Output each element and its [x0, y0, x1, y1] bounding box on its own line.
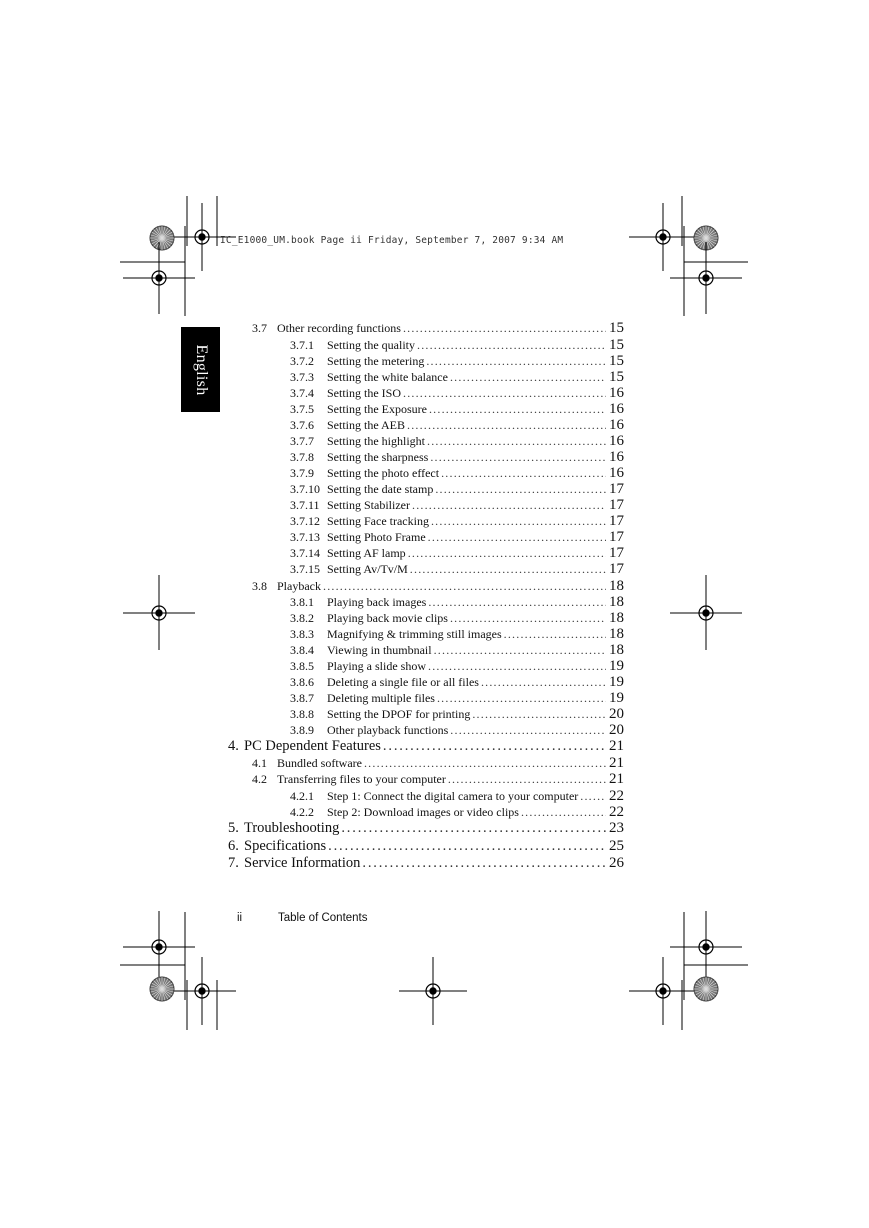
toc-entry-title: Setting the DPOF for printing [327, 707, 471, 721]
toc-entry-number: 4.1 [252, 756, 267, 770]
toc-leader [435, 482, 606, 497]
toc-entry-number: 3.7.15 [290, 562, 320, 576]
toc-leader [437, 691, 606, 706]
toc-entry-number: 4.2 [252, 772, 267, 786]
toc-entry-page: 15 [609, 369, 624, 385]
toc-entry-number: 3.7.10 [290, 482, 320, 496]
toc-entry[interactable] [290, 804, 624, 821]
toc-entry-number: 3.8.1 [290, 595, 314, 609]
toc-entry-title: Service Information [244, 855, 361, 871]
toc-entry-title: Setting the white balance [327, 370, 448, 384]
toc-entry-title: Setting the quality [327, 338, 415, 352]
toc-entry-page: 18 [609, 642, 624, 658]
toc-entry[interactable] [290, 497, 624, 514]
toc-entry-page: 21 [609, 755, 624, 771]
toc-leader [434, 643, 606, 658]
toc-entry-title: Playing back images [327, 595, 427, 609]
toc-entry-title: Magnifying & trimming still images [327, 627, 502, 641]
toc-entry-number: 3.7.3 [290, 370, 314, 384]
toc-entry-number: 3.7.6 [290, 418, 314, 432]
toc-entry-title: Troubleshooting [244, 820, 340, 836]
toc-entry-number: 3.7.8 [290, 450, 314, 464]
toc-entry[interactable] [290, 529, 624, 546]
toc-leader [362, 855, 606, 872]
toc-leader [481, 675, 606, 690]
toc-leader [403, 386, 606, 401]
print-info-header: IC_E1000_UM.book Page ii Friday, September 7, 2007 9:34 AM [220, 235, 564, 246]
toc-entry-number: 3.8.7 [290, 691, 314, 705]
toc-leader [428, 659, 606, 674]
toc-entry-title: Setting the date stamp [327, 482, 434, 496]
toc-entry[interactable] [290, 481, 624, 498]
toc-entry-page: 21 [609, 738, 624, 754]
toc-entry-page: 17 [609, 529, 624, 545]
toc-entry-page: 17 [609, 497, 624, 513]
toc-entry-title: Setting Face tracking [327, 514, 429, 528]
toc-entry-number: 4. [228, 738, 239, 754]
toc-entry-page: 15 [609, 320, 624, 336]
toc-entry[interactable] [290, 594, 624, 611]
toc-entry-page: 21 [609, 771, 624, 787]
toc-entry-number: 3.7.9 [290, 466, 314, 480]
toc-entry-title: Deleting multiple files [327, 691, 435, 705]
starburst-mark-icon [150, 226, 174, 250]
toc-entry[interactable] [290, 674, 624, 691]
toc-entry-title: Specifications [244, 838, 327, 854]
toc-entry-page: 26 [609, 855, 624, 871]
toc-entry-title: Setting the metering [327, 354, 425, 368]
toc-entry-number: 3.7.13 [290, 530, 320, 544]
toc-entry-page: 15 [609, 337, 624, 353]
toc-entry-title: Playing back movie clips [327, 611, 448, 625]
starburst-mark-icon [694, 977, 718, 1001]
toc-leader [428, 595, 606, 610]
toc-leader [431, 514, 606, 529]
toc-leader [450, 723, 606, 738]
toc-entry[interactable] [290, 385, 624, 402]
toc-entry-page: 16 [609, 433, 624, 449]
toc-entry-number: 3.7.12 [290, 514, 320, 528]
toc-entry-page: 17 [609, 561, 624, 577]
toc-entry-title: Setting Stabilizer [327, 498, 410, 512]
toc-entry-page: 20 [609, 706, 624, 722]
toc-entry[interactable] [290, 401, 624, 418]
toc-entry-title: Setting the photo effect [327, 466, 440, 480]
toc-entry-page: 15 [609, 353, 624, 369]
toc-entry-title: Viewing in thumbnail [327, 643, 432, 657]
toc-leader [441, 466, 606, 481]
toc-entry[interactable] [290, 433, 624, 450]
toc-entry-title: Other recording functions [277, 321, 401, 335]
toc-entry-title: Playing a slide show [327, 659, 426, 673]
toc-leader [410, 562, 606, 577]
toc-entry-number: 3.7 [252, 321, 267, 335]
toc-entry-number: 3.7.2 [290, 354, 314, 368]
toc-entry[interactable] [290, 465, 624, 482]
toc-entry-number: 3.7.7 [290, 434, 314, 448]
toc-entry-page: 16 [609, 417, 624, 433]
toc-entry[interactable] [290, 658, 624, 675]
toc-entry-title: Setting Av/Tv/M [327, 562, 408, 576]
toc-chapter[interactable] [228, 838, 624, 855]
toc-entry-number: 4.2.2 [290, 805, 314, 819]
starburst-mark-icon [150, 977, 174, 1001]
toc-leader [323, 579, 606, 594]
toc-entry-title: Step 1: Connect the digital camera to your computer [327, 789, 579, 803]
toc-entry-page: 17 [609, 545, 624, 561]
toc-leader [472, 707, 606, 722]
toc-entry[interactable] [290, 561, 624, 578]
toc-leader [412, 498, 606, 513]
toc-entry-page: 16 [609, 401, 624, 417]
toc-entry-page: 16 [609, 465, 624, 481]
toc-leader [403, 321, 606, 336]
toc-entry-title: Playback [277, 579, 321, 593]
toc-entry-page: 18 [609, 594, 624, 610]
toc-entry-title: Setting AF lamp [327, 546, 406, 560]
toc-entry-page: 19 [609, 690, 624, 706]
toc-entry-number: 3.8.4 [290, 643, 314, 657]
toc-entry[interactable] [290, 626, 624, 643]
toc-entry-title: Step 2: Download images or video clips [327, 805, 519, 819]
toc-entry-number: 4.2.1 [290, 789, 314, 803]
toc-leader [426, 354, 606, 369]
toc-entry-page: 16 [609, 449, 624, 465]
toc-chapter[interactable] [228, 855, 624, 872]
toc-entry-title: Setting the Exposure [327, 402, 427, 416]
toc-entry-title: Transferring files to your computer [277, 772, 446, 786]
toc-leader [408, 546, 606, 561]
footer-section-title: Table of Contents [278, 912, 368, 924]
toc-entry-page: 19 [609, 658, 624, 674]
toc-entry-page: 22 [609, 788, 624, 804]
toc-entry[interactable] [290, 417, 624, 434]
toc-chapter[interactable] [228, 738, 624, 755]
toc-leader [521, 805, 606, 820]
toc-entry-number: 3.7.5 [290, 402, 314, 416]
toc-entry[interactable] [290, 722, 624, 739]
toc-leader [407, 418, 606, 433]
toc-entry[interactable] [290, 337, 624, 354]
toc-entry-number: 3.7.4 [290, 386, 314, 400]
toc-leader [450, 370, 606, 385]
toc-entry-number: 3.7.11 [290, 498, 320, 512]
toc-leader [341, 820, 606, 837]
toc-leader [430, 450, 606, 465]
toc-entry-page: 22 [609, 804, 624, 820]
toc-entry-number: 3.8.9 [290, 723, 314, 737]
toc-entry-title: Setting Photo Frame [327, 530, 426, 544]
toc-entry[interactable] [290, 706, 624, 723]
toc-entry[interactable] [290, 353, 624, 370]
toc-leader [580, 789, 606, 804]
toc-entry-page: 20 [609, 722, 624, 738]
toc-entry-page: 16 [609, 385, 624, 401]
toc-entry-title: Other playback functions [327, 723, 449, 737]
toc-entry-number: 3.7.14 [290, 546, 320, 560]
toc-entry[interactable] [252, 578, 624, 595]
toc-entry[interactable] [290, 788, 624, 805]
toc-chapter[interactable] [228, 820, 624, 837]
toc-entry-title: Bundled software [277, 756, 362, 770]
toc-entry[interactable] [290, 690, 624, 707]
toc-entry-page: 18 [609, 578, 624, 594]
toc-leader [364, 756, 606, 771]
toc-entry-number: 5. [228, 820, 239, 836]
toc-leader [328, 838, 606, 855]
toc-entry-title: Setting the ISO [327, 386, 401, 400]
toc-entry-page: 18 [609, 626, 624, 642]
toc-entry[interactable] [290, 449, 624, 466]
toc-leader [428, 530, 606, 545]
toc-leader [427, 434, 606, 449]
toc-entry-number: 3.8.2 [290, 611, 314, 625]
toc-entry-number: 3.7.1 [290, 338, 314, 352]
toc-leader [448, 772, 606, 787]
toc-entry-page: 23 [609, 820, 624, 836]
toc-entry-page: 25 [609, 838, 624, 854]
language-tab [181, 327, 220, 412]
toc-leader [450, 611, 606, 626]
toc-leader [504, 627, 606, 642]
language-tab-label: English [192, 344, 210, 395]
toc-entry[interactable] [290, 513, 624, 530]
toc-leader [383, 738, 606, 755]
toc-entry[interactable] [290, 642, 624, 659]
toc-leader [417, 338, 606, 353]
toc-entry[interactable] [290, 369, 624, 386]
toc-entry-number: 7. [228, 855, 239, 871]
toc-entry-page: 18 [609, 610, 624, 626]
toc-entry-number: 6. [228, 838, 239, 854]
toc-entry-title: Setting the AEB [327, 418, 405, 432]
toc-entry-page: 17 [609, 513, 624, 529]
toc-entry[interactable] [290, 545, 624, 562]
toc-entry-page: 19 [609, 674, 624, 690]
toc-entry-title: Deleting a single file or all files [327, 675, 479, 689]
toc-entry-title: Setting the sharpness [327, 450, 429, 464]
toc-entry-number: 3.8.6 [290, 675, 314, 689]
toc-entry[interactable] [252, 320, 624, 337]
toc-entry-title: Setting the highlight [327, 434, 425, 448]
toc-entry[interactable] [252, 771, 624, 788]
toc-entry-number: 3.8 [252, 579, 267, 593]
toc-entry-number: 3.8.5 [290, 659, 314, 673]
toc-entry-number: 3.8.8 [290, 707, 314, 721]
toc-entry-title: PC Dependent Features [244, 738, 381, 754]
toc-entry-number: 3.8.3 [290, 627, 314, 641]
toc-entry[interactable] [252, 755, 624, 772]
toc-entry[interactable] [290, 610, 624, 627]
toc-leader [429, 402, 606, 417]
footer-page-number: ii [237, 912, 243, 924]
toc-entry-page: 17 [609, 481, 624, 497]
